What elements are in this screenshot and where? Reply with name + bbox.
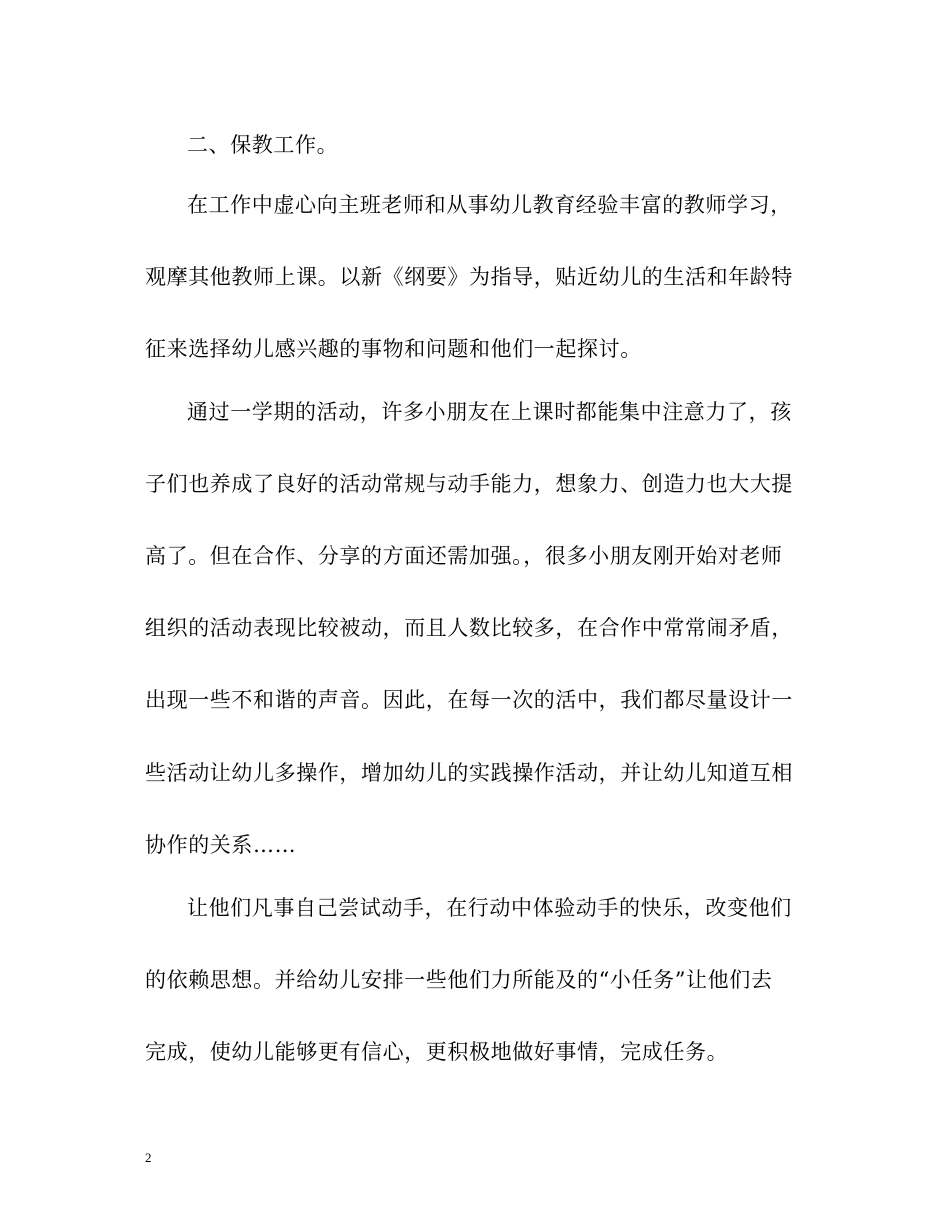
paragraph-line: 完成，使幼儿能够更有信心，更积极地做好事情，完成任务。 (145, 1040, 729, 1064)
paragraph-line: 高了。但在合作、分享的方面还需加强。，很多小朋友刚开始对老师 (145, 544, 783, 568)
paragraph-line: 让他们凡事自己尝试动手，在行动中体验动手的快乐，改变他们 (187, 896, 792, 920)
paragraph-line: 组织的活动表现比较被动，而且人数比较多，在合作中常常闹矛盾， (145, 616, 793, 640)
paragraph-line: 的依赖思想。并给幼儿安排一些他们力所能及的“小任务”让他们去 (145, 968, 773, 992)
page-number: 2 (145, 1150, 152, 1165)
paragraph-line: 些活动让幼儿多操作，增加幼儿的实践操作活动，并让幼儿知道互相 (145, 761, 793, 785)
paragraph-line: 子们也养成了良好的活动常规与动手能力，想象力、创造力也大大提 (145, 472, 793, 496)
section-heading: 二、保教工作。 (187, 133, 339, 157)
paragraph-line: 征来选择幼儿感兴趣的事物和问题和他们一起探讨。 (145, 337, 642, 361)
paragraph-line: 观摩其他教师上课。以新《纲要》为指导，贴近幼儿的生活和年龄特 (145, 265, 793, 289)
paragraph-line: 出现一些不和谐的声音。因此，在每一次的活中，我们都尽量设计一 (145, 688, 793, 712)
paragraph-line: 协作的关系…… (145, 833, 297, 857)
paragraph-line: 在工作中虚心向主班老师和从事幼儿教育经验丰富的教师学习， (187, 193, 792, 217)
paragraph-line: 通过一学期的活动，许多小朋友在上课时都能集中注意力了，孩 (187, 400, 792, 424)
